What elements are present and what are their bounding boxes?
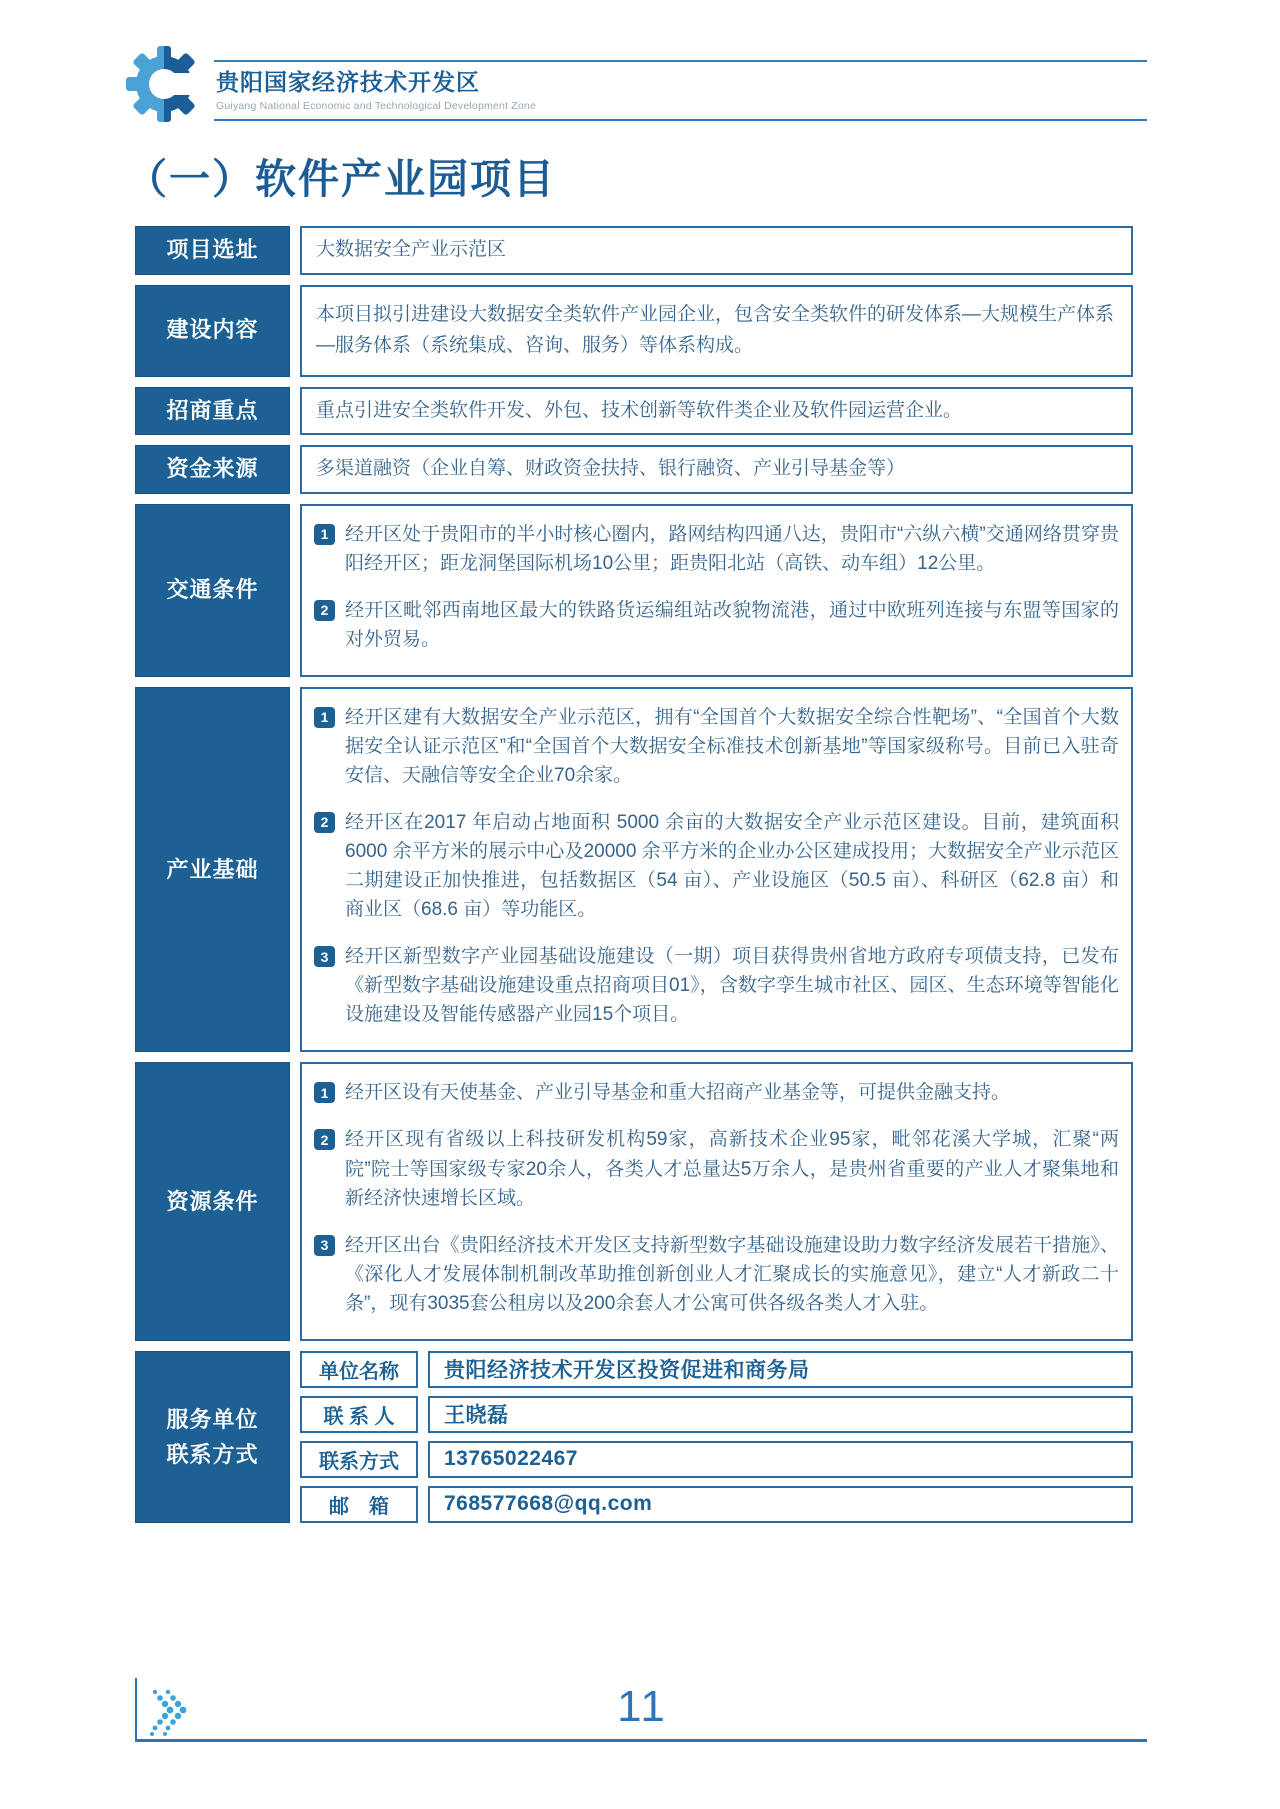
contact-row-email xyxy=(300,1486,1133,1523)
row-content: 本项目拟引进建设大数据安全类软件产业园企业，包含安全类软件的研发体系—大规模生产体系—服务体系（系统集成、咨询、服务）等体系构成。 xyxy=(300,285,1133,377)
item-number-badge: 2 xyxy=(314,600,335,621)
org-name-zh: 贵阳国家经济技术开发区 xyxy=(216,69,480,95)
item-text: 经开区毗邻西南地区最大的铁路货运编组站改貌物流港，通过中欧班列连接与东盟等国家的对外贸易。 xyxy=(345,599,1119,650)
list-item xyxy=(314,1231,1119,1318)
table-row-site xyxy=(135,226,1133,275)
gear-icon xyxy=(126,44,202,124)
contact-label-line1: 服务单位 xyxy=(166,1406,259,1432)
contact-rows xyxy=(300,1351,1133,1523)
contact-field-label: 联系方式 xyxy=(300,1441,418,1478)
contact-row-person xyxy=(300,1396,1133,1433)
list-item xyxy=(314,942,1119,1029)
item-number-badge: 1 xyxy=(314,1082,335,1103)
item-text: 经开区现有省级以上科技研发机构59家，高新技术企业95家，毗邻花溪大学城，汇聚“两院”院士等国家级专家20余人，各类人才总量达5万余人，是贵州省重要的产业人才聚集地和新经济快速增长区域。 xyxy=(345,1129,1119,1209)
list-item xyxy=(314,703,1119,790)
row-label: 交通条件 xyxy=(135,504,290,677)
contact-field-value: 王晓磊 xyxy=(428,1396,1133,1433)
table-row-funding xyxy=(135,445,1133,494)
row-label: 资金来源 xyxy=(135,445,290,494)
org-name-en: Guiyang National Economic and Technological Development Zone xyxy=(216,99,536,112)
row-content xyxy=(300,504,1133,677)
page-header xyxy=(126,44,1147,124)
list-item xyxy=(314,520,1119,578)
contact-field-label: 单位名称 xyxy=(300,1351,418,1388)
page-footer xyxy=(135,1678,1147,1742)
table-row-investment-focus xyxy=(135,387,1133,436)
contact-block-label xyxy=(135,1351,290,1523)
item-text: 经开区出台《贵阳经济技术开发区支持新型数字基础设施建设助力数字经济发展若干措施》、《深化人才发展体制机制改革助推创新创业人才汇聚成长的实施意见》，建立“人才新政二十条”，现有3035套公租房以及200余套人才公寓可供各级各类人才入驻。 xyxy=(345,1234,1119,1314)
contact-field-value: 13765022467 xyxy=(428,1441,1133,1478)
list-item xyxy=(314,596,1119,654)
contact-field-value: 768577668@qq.com xyxy=(428,1486,1133,1523)
item-number-badge: 3 xyxy=(314,1235,335,1256)
row-label: 产业基础 xyxy=(135,687,290,1053)
table-row-construction xyxy=(135,285,1133,377)
item-text: 经开区处于贵阳市的半小时核心圈内，路网结构四通八达，贵阳市“六纵六横”交通网络贯穿贵阳经开区；距龙洞堡国际机场10公里；距贵阳北站（高铁、动车组）12公里。 xyxy=(345,523,1119,574)
double-chevron-dots-icon xyxy=(149,1684,201,1738)
item-number-badge: 1 xyxy=(314,524,335,545)
service-contact-block xyxy=(135,1351,1133,1523)
item-text: 经开区设有天使基金、产业引导基金和重大招商产业基金等，可提供金融支持。 xyxy=(345,1082,1011,1104)
row-content xyxy=(300,687,1133,1053)
contact-field-label: 邮 箱 xyxy=(300,1486,418,1523)
table-row-industry-base xyxy=(135,687,1133,1053)
table-row-transport xyxy=(135,504,1133,677)
contact-field-label: 联 系 人 xyxy=(300,1396,418,1433)
list-item xyxy=(314,1078,1119,1107)
row-label: 建设内容 xyxy=(135,285,290,377)
list-item xyxy=(314,808,1119,924)
item-number-badge: 3 xyxy=(314,946,335,967)
table-row-resources xyxy=(135,1062,1133,1340)
page-title: （一）软件产业园项目 xyxy=(126,156,556,202)
item-text: 经开区新型数字产业园基础设施建设（一期）项目获得贵州省地方政府专项债支持，已发布《新型数字基础设施建设重点招商项目01》，含数字孪生城市社区、园区、生态环境等智能化设施建设及智能传感器产业园15个项目。 xyxy=(345,946,1119,1026)
row-content: 多渠道融资（企业自筹、财政资金扶持、银行融资、产业引导基金等） xyxy=(300,445,1133,494)
page-number: 11 xyxy=(617,1682,667,1731)
contact-field-value: 贵阳经济技术开发区投资促进和商务局 xyxy=(428,1351,1133,1388)
item-text: 经开区在2017 年启动占地面积 5000 余亩的大数据安全产业示范区建设。目前，建筑面积 6000 余平方米的展示中心及20000 余平方米的企业办公区建成投用；大数据安全产业示范区二期建设正加快推进，包括数据区（54 亩）、产业设施区（50.5 亩）、科研区（62.8 亩）和商业区（68.6 亩）等功能区。 xyxy=(345,811,1119,921)
item-text: 经开区建有大数据安全产业示范区，拥有“全国首个大数据安全综合性靶场”、“全国首个大数据安全认证示范区”和“全国首个大数据安全标准技术创新基地”等国家级称号。目前已入驻奇安信、天融信等安全企业70余家。 xyxy=(345,706,1119,786)
org-title-block xyxy=(214,60,1147,121)
row-content: 大数据安全产业示范区 xyxy=(300,226,1133,275)
item-number-badge: 1 xyxy=(314,707,335,728)
contact-row-phone xyxy=(300,1441,1133,1478)
list-item xyxy=(314,1125,1119,1212)
row-content xyxy=(300,1062,1133,1340)
project-info-table xyxy=(135,226,1133,1533)
row-label: 招商重点 xyxy=(135,387,290,436)
item-number-badge: 2 xyxy=(314,1129,335,1150)
contact-row-unit xyxy=(300,1351,1133,1388)
row-content: 重点引进安全类软件开发、外包、技术创新等软件类企业及软件园运营企业。 xyxy=(300,387,1133,436)
row-label: 项目选址 xyxy=(135,226,290,275)
row-label: 资源条件 xyxy=(135,1062,290,1340)
item-number-badge: 2 xyxy=(314,812,335,833)
contact-label-line2: 联系方式 xyxy=(166,1441,259,1467)
